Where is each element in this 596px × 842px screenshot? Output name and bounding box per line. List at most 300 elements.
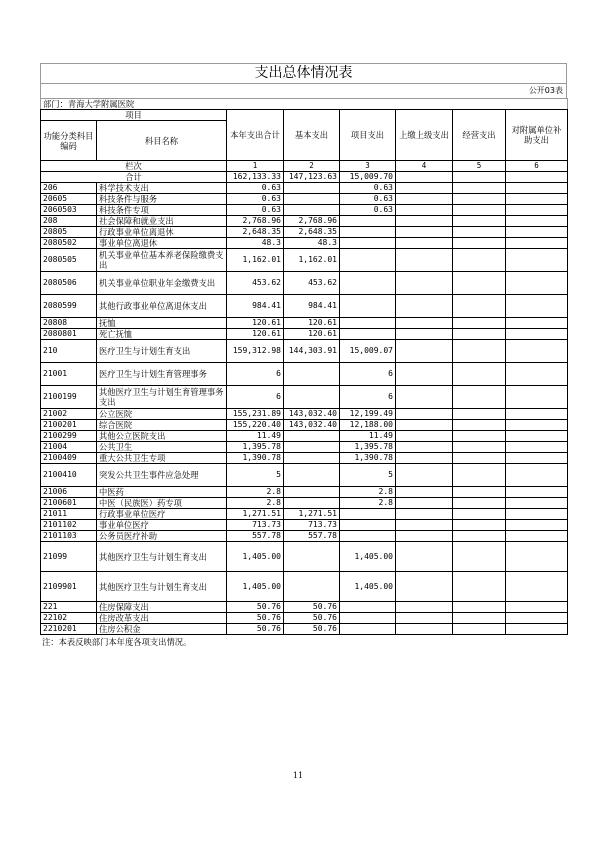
row-total: 557.78 <box>227 531 284 542</box>
row-total: 48.3 <box>227 238 284 249</box>
total-project: 15,009.70 <box>340 172 396 183</box>
row-subsidy <box>506 464 568 487</box>
row-project <box>340 249 396 272</box>
row-upper <box>396 453 453 464</box>
row-code: 221 <box>41 602 97 613</box>
expenditure-sheet <box>40 63 567 649</box>
row-upper <box>396 498 453 509</box>
row-code: 206 <box>41 183 97 194</box>
row-upper <box>396 329 453 340</box>
row-name: 医疗卫生与计划生育管理事务 <box>97 363 227 386</box>
table-row <box>41 431 568 442</box>
row-basic: 984.41 <box>284 295 340 318</box>
row-basic <box>284 442 340 453</box>
department-row <box>41 99 568 110</box>
row-code: 2060503 <box>41 205 97 216</box>
row-basic: 2,768.96 <box>284 216 340 227</box>
table-row <box>41 572 568 602</box>
row-project <box>340 520 396 531</box>
table-row <box>41 509 568 520</box>
header-subsidy: 对附属单位补助支出 <box>506 110 568 161</box>
row-project <box>340 318 396 329</box>
header-upper: 上缴上级支出 <box>396 110 453 161</box>
row-subsidy <box>506 531 568 542</box>
row-business <box>453 509 506 520</box>
row-project: 12,188.00 <box>340 420 396 431</box>
row-subsidy <box>506 295 568 318</box>
header-name: 科目名称 <box>97 121 227 161</box>
row-project: 6 <box>340 386 396 409</box>
row-subsidy <box>506 227 568 238</box>
index-5: 5 <box>453 161 506 172</box>
row-subsidy <box>506 431 568 442</box>
header-item-group: 项目 <box>41 110 227 121</box>
row-total: 50.76 <box>227 624 284 635</box>
row-business <box>453 624 506 635</box>
row-project: 0.63 <box>340 205 396 216</box>
row-name: 科技条件专项 <box>97 205 227 216</box>
index-1: 1 <box>227 161 284 172</box>
row-project: 11.49 <box>340 431 396 442</box>
row-total: 2,768.96 <box>227 216 284 227</box>
row-project: 1,390.78 <box>340 453 396 464</box>
row-upper <box>396 363 453 386</box>
row-code: 22102 <box>41 613 97 624</box>
index-3: 3 <box>340 161 396 172</box>
row-basic <box>284 194 340 205</box>
table-row <box>41 464 568 487</box>
row-business <box>453 249 506 272</box>
row-business <box>453 613 506 624</box>
row-code: 2210201 <box>41 624 97 635</box>
row-subsidy <box>506 542 568 572</box>
row-project: 1,395.78 <box>340 442 396 453</box>
row-basic: 1,162.01 <box>284 249 340 272</box>
row-business <box>453 453 506 464</box>
row-subsidy <box>506 487 568 498</box>
table-row <box>41 295 568 318</box>
row-total: 2.8 <box>227 498 284 509</box>
row-project <box>340 227 396 238</box>
table-row <box>41 420 568 431</box>
table-row <box>41 272 568 295</box>
row-basic <box>284 498 340 509</box>
row-name: 事业单位医疗 <box>97 520 227 531</box>
header-row-top <box>41 110 568 121</box>
row-basic <box>284 363 340 386</box>
table-row <box>41 602 568 613</box>
row-code: 21002 <box>41 409 97 420</box>
table-row <box>41 194 568 205</box>
row-business <box>453 340 506 363</box>
table-row <box>41 498 568 509</box>
row-code: 2109901 <box>41 572 97 602</box>
row-project <box>340 613 396 624</box>
row-code: 2100601 <box>41 498 97 509</box>
row-business <box>453 602 506 613</box>
row-basic: 50.76 <box>284 602 340 613</box>
row-name: 突发公共卫生事件应急处理 <box>97 464 227 487</box>
row-business <box>453 295 506 318</box>
row-project: 15,009.07 <box>340 340 396 363</box>
row-name: 综合医院 <box>97 420 227 431</box>
row-upper <box>396 464 453 487</box>
row-project: 0.63 <box>340 183 396 194</box>
row-total: 1,395.78 <box>227 442 284 453</box>
row-basic <box>284 205 340 216</box>
row-basic <box>284 453 340 464</box>
row-subsidy <box>506 205 568 216</box>
table-row <box>41 329 568 340</box>
header-total: 本年支出合计 <box>227 110 284 161</box>
row-name: 科技条件与服务 <box>97 194 227 205</box>
row-basic: 143,032.40 <box>284 409 340 420</box>
row-subsidy <box>506 572 568 602</box>
row-project <box>340 624 396 635</box>
row-name: 事业单位离退休 <box>97 238 227 249</box>
index-4: 4 <box>396 161 453 172</box>
row-total: 6 <box>227 386 284 409</box>
row-subsidy <box>506 453 568 464</box>
row-total: 713.73 <box>227 520 284 531</box>
row-subsidy <box>506 442 568 453</box>
row-code: 2080506 <box>41 272 97 295</box>
row-project: 1,405.00 <box>340 572 396 602</box>
row-project: 12,199.49 <box>340 409 396 420</box>
table-row <box>41 442 568 453</box>
row-basic: 48.3 <box>284 238 340 249</box>
row-basic <box>284 542 340 572</box>
row-business <box>453 431 506 442</box>
row-business <box>453 205 506 216</box>
row-basic <box>284 431 340 442</box>
row-basic: 144,303.91 <box>284 340 340 363</box>
row-name: 中医（民族医）药专项 <box>97 498 227 509</box>
row-code: 21006 <box>41 487 97 498</box>
row-code: 20805 <box>41 227 97 238</box>
row-project <box>340 602 396 613</box>
form-code: 公开03表 <box>40 83 567 98</box>
row-upper <box>396 318 453 329</box>
table-row <box>41 531 568 542</box>
row-code: 2100199 <box>41 386 97 409</box>
row-basic: 557.78 <box>284 531 340 542</box>
index-2: 2 <box>284 161 340 172</box>
row-upper <box>396 183 453 194</box>
row-subsidy <box>506 194 568 205</box>
table-row <box>41 227 568 238</box>
row-code: 2100410 <box>41 464 97 487</box>
table-row <box>41 183 568 194</box>
row-business <box>453 194 506 205</box>
row-upper <box>396 531 453 542</box>
row-name: 公共卫生 <box>97 442 227 453</box>
row-code: 20605 <box>41 194 97 205</box>
row-upper <box>396 386 453 409</box>
row-upper <box>396 420 453 431</box>
row-upper <box>396 340 453 363</box>
row-project <box>340 531 396 542</box>
row-code: 21011 <box>41 509 97 520</box>
header-basic: 基本支出 <box>284 110 340 161</box>
row-name: 公务员医疗补助 <box>97 531 227 542</box>
row-total: 1,390.78 <box>227 453 284 464</box>
row-total: 2,648.35 <box>227 227 284 238</box>
row-subsidy <box>506 249 568 272</box>
table-row <box>41 542 568 572</box>
row-code: 2100201 <box>41 420 97 431</box>
row-upper <box>396 542 453 572</box>
row-total: 155,231.89 <box>227 409 284 420</box>
row-basic <box>284 487 340 498</box>
row-name: 住房改革支出 <box>97 613 227 624</box>
total-row <box>41 172 568 183</box>
index-row <box>41 161 568 172</box>
row-code: 208 <box>41 216 97 227</box>
index-label: 栏次 <box>41 161 227 172</box>
row-subsidy <box>506 498 568 509</box>
row-upper <box>396 295 453 318</box>
row-total: 2.8 <box>227 487 284 498</box>
row-name: 其他行政事业单位离退休支出 <box>97 295 227 318</box>
row-code: 21099 <box>41 542 97 572</box>
table-row <box>41 453 568 464</box>
row-business <box>453 238 506 249</box>
department-label: 部门：青海大学附属医院 <box>41 99 227 110</box>
row-subsidy <box>506 183 568 194</box>
row-name: 行政事业单位离退休 <box>97 227 227 238</box>
row-total: 159,312.98 <box>227 340 284 363</box>
row-subsidy <box>506 613 568 624</box>
index-6: 6 <box>506 161 568 172</box>
row-subsidy <box>506 386 568 409</box>
row-total: 1,162.01 <box>227 249 284 272</box>
row-subsidy <box>506 238 568 249</box>
row-basic <box>284 572 340 602</box>
row-basic: 120.61 <box>284 329 340 340</box>
row-code: 21001 <box>41 363 97 386</box>
table-row <box>41 487 568 498</box>
row-basic: 120.61 <box>284 318 340 329</box>
row-subsidy <box>506 329 568 340</box>
row-name: 机关事业单位职业年金缴费支出 <box>97 272 227 295</box>
row-name: 中医药 <box>97 487 227 498</box>
row-code: 2080599 <box>41 295 97 318</box>
row-basic: 453.62 <box>284 272 340 295</box>
row-project: 2.8 <box>340 498 396 509</box>
row-upper <box>396 238 453 249</box>
row-project <box>340 216 396 227</box>
row-upper <box>396 572 453 602</box>
row-upper <box>396 509 453 520</box>
row-project: 2.8 <box>340 487 396 498</box>
row-business <box>453 329 506 340</box>
row-upper <box>396 520 453 531</box>
row-upper <box>396 624 453 635</box>
row-total: 120.61 <box>227 318 284 329</box>
row-upper <box>396 487 453 498</box>
table-row <box>41 613 568 624</box>
row-business <box>453 318 506 329</box>
row-upper <box>396 602 453 613</box>
row-project: 6 <box>340 363 396 386</box>
row-total: 1,271.51 <box>227 509 284 520</box>
row-code: 210 <box>41 340 97 363</box>
row-subsidy <box>506 420 568 431</box>
row-upper <box>396 613 453 624</box>
row-code: 2080502 <box>41 238 97 249</box>
row-basic: 713.73 <box>284 520 340 531</box>
table-row <box>41 386 568 409</box>
row-code: 2080801 <box>41 329 97 340</box>
row-business <box>453 487 506 498</box>
row-business <box>453 542 506 572</box>
row-project <box>340 329 396 340</box>
row-name: 住房保障支出 <box>97 602 227 613</box>
row-name: 社会保障和就业支出 <box>97 216 227 227</box>
table-row <box>41 205 568 216</box>
row-upper <box>396 249 453 272</box>
row-business <box>453 442 506 453</box>
row-code: 2100409 <box>41 453 97 464</box>
row-name: 公立医院 <box>97 409 227 420</box>
row-business <box>453 227 506 238</box>
row-subsidy <box>506 624 568 635</box>
row-name: 住房公积金 <box>97 624 227 635</box>
row-total: 984.41 <box>227 295 284 318</box>
row-subsidy <box>506 272 568 295</box>
table-row <box>41 520 568 531</box>
row-upper <box>396 205 453 216</box>
row-business <box>453 363 506 386</box>
row-project <box>340 272 396 295</box>
row-upper <box>396 216 453 227</box>
table-row <box>41 363 568 386</box>
row-basic: 50.76 <box>284 624 340 635</box>
table-row <box>41 238 568 249</box>
row-subsidy <box>506 340 568 363</box>
table-row <box>41 318 568 329</box>
row-name: 其他医疗卫生与计划生育支出 <box>97 572 227 602</box>
row-business <box>453 216 506 227</box>
header-code: 功能分类科目编码 <box>41 121 97 161</box>
row-project <box>340 509 396 520</box>
row-total: 155,220.40 <box>227 420 284 431</box>
row-name: 机关事业单位基本养老保险缴费支出 <box>97 249 227 272</box>
row-subsidy <box>506 216 568 227</box>
table-row <box>41 340 568 363</box>
row-code: 20808 <box>41 318 97 329</box>
row-name: 抚恤 <box>97 318 227 329</box>
row-basic <box>284 464 340 487</box>
row-upper <box>396 409 453 420</box>
row-business <box>453 498 506 509</box>
row-total: 453.62 <box>227 272 284 295</box>
row-basic: 1,271.51 <box>284 509 340 520</box>
row-code: 2101102 <box>41 520 97 531</box>
row-name: 其他医疗卫生与计划生育支出 <box>97 542 227 572</box>
header-business: 经营支出 <box>453 110 506 161</box>
row-code: 21004 <box>41 442 97 453</box>
row-project: 0.63 <box>340 194 396 205</box>
row-total: 6 <box>227 363 284 386</box>
page-number: 11 <box>292 771 304 780</box>
row-business <box>453 531 506 542</box>
row-subsidy <box>506 602 568 613</box>
row-total: 0.63 <box>227 183 284 194</box>
row-subsidy <box>506 509 568 520</box>
row-code: 2080505 <box>41 249 97 272</box>
table-row <box>41 216 568 227</box>
row-project <box>340 295 396 318</box>
row-total: 0.63 <box>227 205 284 216</box>
row-basic <box>284 183 340 194</box>
row-subsidy <box>506 363 568 386</box>
row-upper <box>396 431 453 442</box>
row-name: 医疗卫生与计划生育支出 <box>97 340 227 363</box>
header-project: 项目支出 <box>340 110 396 161</box>
row-basic: 50.76 <box>284 613 340 624</box>
row-project: 1,405.00 <box>340 542 396 572</box>
row-total: 11.49 <box>227 431 284 442</box>
row-total: 1,405.00 <box>227 572 284 602</box>
row-business <box>453 420 506 431</box>
row-total: 1,405.00 <box>227 542 284 572</box>
row-name: 死亡抚恤 <box>97 329 227 340</box>
row-total: 5 <box>227 464 284 487</box>
row-upper <box>396 194 453 205</box>
row-subsidy <box>506 318 568 329</box>
row-name: 科学技术支出 <box>97 183 227 194</box>
row-code: 2101103 <box>41 531 97 542</box>
row-basic: 2,648.35 <box>284 227 340 238</box>
row-total: 0.63 <box>227 194 284 205</box>
row-business <box>453 520 506 531</box>
row-business <box>453 272 506 295</box>
table-title: 支出总体情况表 <box>40 63 567 83</box>
table-row <box>41 624 568 635</box>
row-business <box>453 386 506 409</box>
row-name: 其他公立医院支出 <box>97 431 227 442</box>
row-upper <box>396 227 453 238</box>
row-total: 120.61 <box>227 329 284 340</box>
row-project: 5 <box>340 464 396 487</box>
row-basic <box>284 386 340 409</box>
row-business <box>453 409 506 420</box>
row-total: 50.76 <box>227 602 284 613</box>
row-business <box>453 464 506 487</box>
table-row <box>41 249 568 272</box>
row-total: 50.76 <box>227 613 284 624</box>
row-upper <box>396 442 453 453</box>
expenditure-table <box>40 98 568 635</box>
total-sum: 162,133.33 <box>227 172 284 183</box>
row-name: 重大公共卫生专项 <box>97 453 227 464</box>
table-note: 注：本表反映部门本年度各项支出情况。 <box>42 637 192 647</box>
row-business <box>453 183 506 194</box>
row-subsidy <box>506 520 568 531</box>
row-code: 2100299 <box>41 431 97 442</box>
total-label: 合计 <box>41 172 227 183</box>
row-name: 行政事业单位医疗 <box>97 509 227 520</box>
row-business <box>453 572 506 602</box>
table-row <box>41 409 568 420</box>
total-basic: 147,123.63 <box>284 172 340 183</box>
row-upper <box>396 272 453 295</box>
row-project <box>340 238 396 249</box>
row-name: 其他医疗卫生与计划生育管理事务支出 <box>97 386 227 409</box>
row-subsidy <box>506 409 568 420</box>
